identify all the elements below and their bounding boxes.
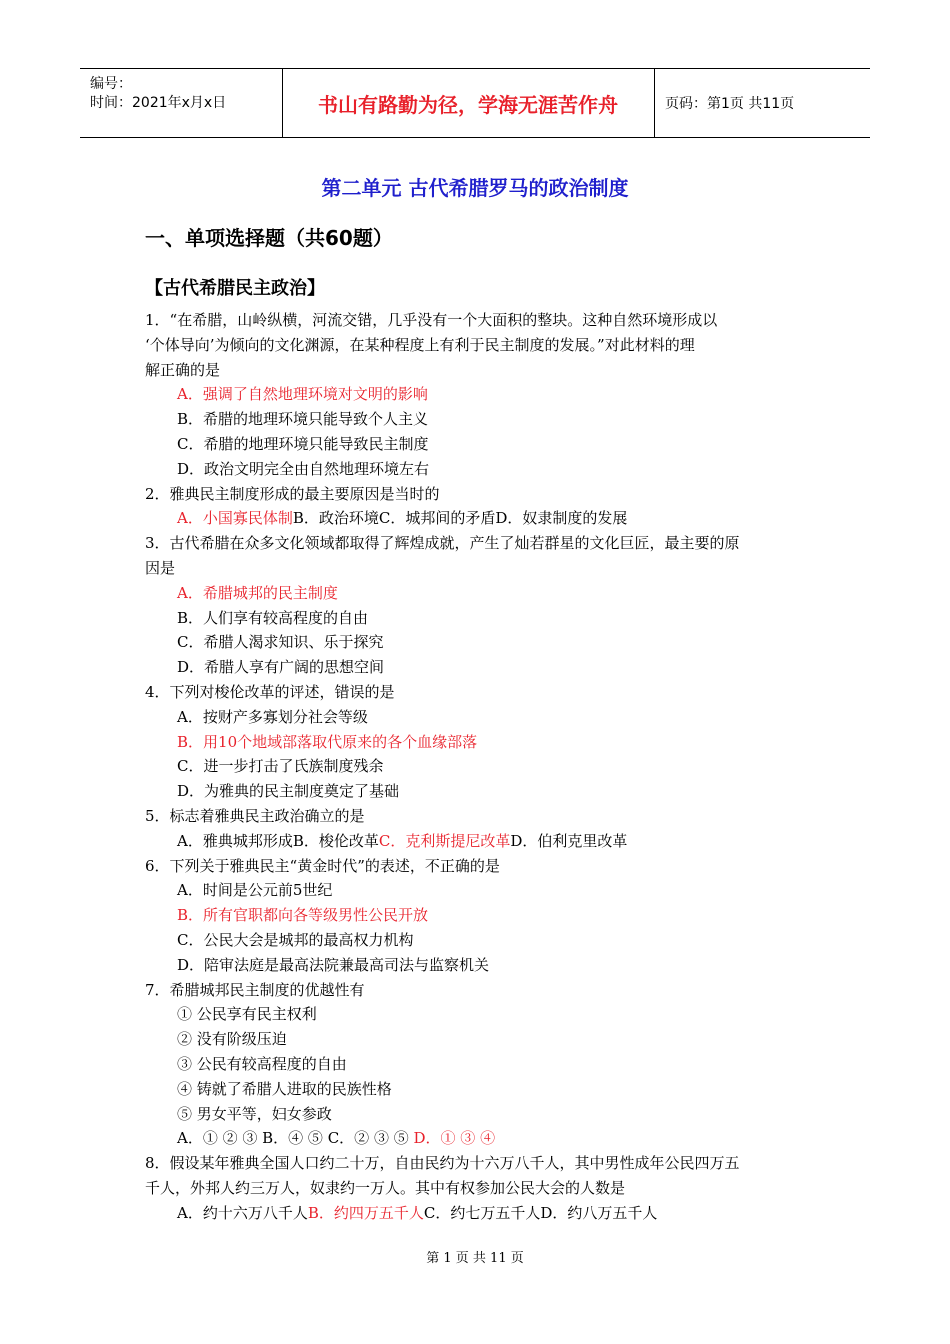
- answer-option: A．时间是公元前5世纪: [177, 881, 333, 899]
- answer-option: B．约四万五千人: [307, 1204, 424, 1222]
- answer-option: C．城邦间的矛盾: [378, 509, 496, 527]
- question-stem-line: 8．假设某年雅典全国人口约二十万，自由民约为十六万八千人，其中男性成年公民四万五: [145, 1154, 740, 1172]
- answer-options-row: [177, 1128, 495, 1148]
- answer-option: D．奴隶制度的发展: [495, 509, 628, 527]
- question-stem-line: 6．下列关于雅典民主“黄金时代”的表述，不正确的是: [145, 857, 500, 875]
- question-stem-line: 7．希腊城邦民主制度的优越性有: [145, 981, 365, 999]
- answer-option: A．雅典城邦形成: [177, 832, 293, 850]
- answer-options-row: [177, 508, 627, 528]
- question-stem-line: 解正确的是: [145, 361, 221, 379]
- answer-option: D．政治文明完全由自然地理环境左右: [177, 460, 430, 478]
- answer-option: B．政治环境: [292, 509, 379, 527]
- question-stem-line: 4．下列对梭伦改革的评述，错误的是: [145, 683, 395, 701]
- page-footer: 第 1 页 共 11 页: [426, 1251, 524, 1266]
- answer-option: D．① ③ ④: [413, 1129, 496, 1147]
- answer-option: A．① ② ③: [177, 1129, 263, 1147]
- answer-option: B．所有官职都向各等级男性公民开放: [177, 906, 429, 924]
- question-item: ① 公民享有民主权利: [177, 1005, 317, 1023]
- header-motto: 书山有路勤为径，学海无涯苦作舟: [282, 69, 655, 137]
- answer-option: B．希腊的地理环境只能导致个人主义: [177, 410, 429, 428]
- answer-option: D．约八万五千人: [540, 1204, 658, 1222]
- answer-option: C．约七万五千人: [423, 1204, 541, 1222]
- answer-option: A．强调了自然地理环境对文明的影响: [177, 385, 428, 403]
- answer-option: C．进一步打击了氏族制度残余: [177, 757, 384, 775]
- answer-option: A．约十六万八千人: [177, 1204, 308, 1222]
- page-header: [80, 68, 870, 138]
- answer-option: B．用10个地域部落取代原来的各个血缘部落: [177, 733, 478, 751]
- question-item: ⑤ 男女平等，妇女参政: [177, 1105, 332, 1123]
- answer-option: D．伯利克里改革: [510, 832, 628, 850]
- answer-option: A．希腊城邦的民主制度: [177, 584, 338, 602]
- question-item: ③ 公民有较高程度的自由: [177, 1055, 347, 1073]
- document-title: 第二单元 古代希腊罗马的政治制度: [321, 176, 629, 200]
- question-stem-line: 3．古代希腊在众多文化领域都取得了辉煌成就，产生了灿若群星的文化巨匠，最主要的原: [145, 534, 740, 552]
- answer-option: A．按财产多寡划分社会等级: [177, 708, 368, 726]
- question-stem-line: 1．“在希腊，山岭纵横，河流交错，几乎没有一个大面积的整块。这种自然环境形成以: [145, 311, 718, 329]
- question-item: ② 没有阶级压迫: [177, 1030, 287, 1048]
- question-stem-line: 千人，外邦人约三万人，奴隶约一万人。其中有权参加公民大会的人数是: [145, 1179, 626, 1197]
- answer-option: C．希腊人渴求知识、乐于探究: [177, 633, 384, 651]
- number-label: 编号：: [90, 76, 132, 92]
- answer-option: A．小国寡民体制: [177, 509, 293, 527]
- answer-options-row: [177, 1203, 657, 1223]
- answer-options-row: [177, 831, 627, 851]
- header-meta: [80, 69, 283, 137]
- answer-option: D．陪审法庭是最高法院兼最高司法与监察机关: [177, 956, 490, 974]
- time-label: 时间：2021年x月x日: [90, 95, 227, 111]
- answer-option: B．梭伦改革: [292, 832, 379, 850]
- answer-option: C．② ③ ⑤: [327, 1129, 414, 1147]
- answer-option: C．公民大会是城邦的最高权力机构: [177, 931, 414, 949]
- answer-option: B．④ ⑤: [262, 1129, 328, 1147]
- answer-option: B．人们享有较高程度的自由: [177, 609, 369, 627]
- answer-option: D．希腊人享有广阔的思想空间: [177, 658, 385, 676]
- section-heading: 一、单项选择题（共60题）: [145, 226, 393, 250]
- answer-option: D．为雅典的民主制度奠定了基础: [177, 782, 400, 800]
- header-page-info: 页码：第1页 共11页: [665, 96, 795, 112]
- question-stem-line: 5．标志着雅典民主政治确立的是: [145, 807, 365, 825]
- answer-option: C．希腊的地理环境只能导致民主制度: [177, 435, 429, 453]
- question-stem-line: ‘个体导向’为倾向的文化渊源，在某种程度上有利于民主制度的发展。”对此材料的理: [145, 336, 695, 354]
- subsection-heading: 【古代希腊民主政治】: [145, 278, 325, 299]
- question-item: ④ 铸就了希腊人进取的民族性格: [177, 1080, 392, 1098]
- answer-option: C．克利斯提尼改革: [378, 832, 511, 850]
- question-stem-line: 因是: [145, 559, 176, 577]
- question-stem-line: 2．雅典民主制度形成的最主要原因是当时的: [145, 485, 440, 503]
